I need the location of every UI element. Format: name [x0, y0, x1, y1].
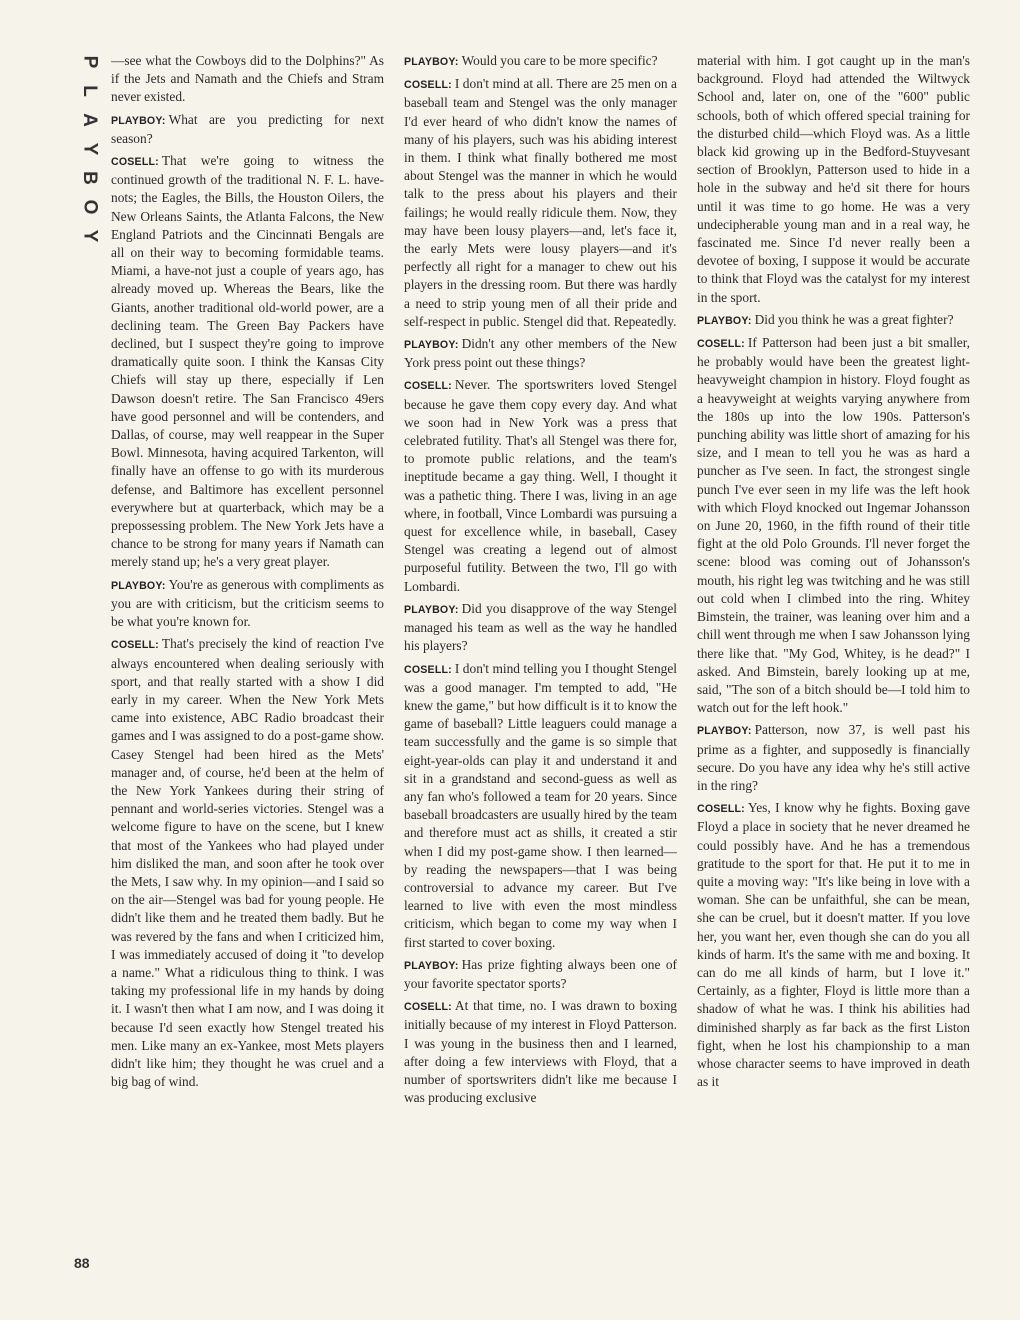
paragraph-text: I don't mind telling you I thought Stengel was a good manager. I'm tempted to add, "He knew the game," but how difficult is it to know the game of baseball? Little leaguers could manage a team successfully and the game is so simple that eight-year-olds can play it and understand it and sit in a grandstand and second-guess as well as any fan who's followed a team for 20 years. Since baseball broadcasters are usually hired by the team and therefore must act as shills, it created a stir when I did my post-game show. I then learned—by reading the newspapers—that I was being controversial to advance my career. But I've learned to live with even the most mindless criticism, which began to come my way when I first started to cover boxing.	[404, 660, 677, 950]
paragraph-text: Did you think he was a great fighter?	[754, 311, 954, 327]
speaker-label: PLAYBOY:	[404, 959, 459, 972]
paragraph-text: I don't mind at all. There are 25 men on a baseball team and Stengel was the only manager I'd ever heard of who didn't know the names of many of his players, such was his abiding interest in them. I think what finally bothered me most about Stengel was the manner in which he would talk to the press about his players and their failings; he would really ridicule them. Now, they may have been lousy players—and, let's face it, the early Mets were lousy players—and it's perfectly all right for a manager to chew out his players in the dressing room. But there was hardly a need to strip young men of all their pride and self-respect in public. Stengel did that. Repeatedly.	[404, 76, 677, 329]
logo-letter: P	[79, 55, 100, 69]
speaker-label: PLAYBOY:	[697, 314, 752, 327]
logo-letter: A	[78, 113, 100, 127]
interview-paragraph	[111, 52, 384, 107]
paragraph-text: —see what the Cowboys did to the Dolphins?" As if the Jets and Namath and the Chiefs and Stram never existed.	[111, 53, 384, 105]
paragraph-text: Did you disapprove of the way Stengel managed his team as well as the way he handled his players?	[404, 600, 677, 654]
interview-paragraph	[697, 334, 970, 717]
interview-paragraph	[697, 311, 970, 330]
interview-paragraph	[404, 600, 677, 656]
speaker-label: COSELL:	[697, 338, 745, 351]
speaker-label: PLAYBOY:	[404, 339, 459, 352]
interview-paragraph	[697, 799, 970, 1091]
logo-letter: Y	[79, 229, 100, 243]
interview-paragraph	[111, 152, 384, 572]
paragraph-text: You're as generous with compliments as you are with criticism, but the criticism seems to be what you're known for.	[111, 576, 384, 630]
page-number: 88	[74, 1255, 90, 1271]
paragraph-text: That's precisely the kind of reaction I've always encountered when dealing seriously with sport, and that really started with a show I did early in my career. When the New York Mets came into existence, ABC Radio broadcast their games and I was assigned to do a post-game show. Casey Stengel had been hired as the Mets' manager and, of course, he'd been at the helm of the New York Yankees during their string of pennant and world-series victories. Stengel was a welcome figure to have on the scene, but I knew that most of the Yankees who had played under him disliked the man, and soon after he took over the Mets, I saw why. In my opinion—and I said so on the air—Stengel was bad for young people. He didn't like them and he treated them badly. But he was revered by the fans and when I criticized him, I was immediately accused of doing it "to develop a name." What a ridiculous thing to think. I was taking my professional life in my hands by doing it. I wasn't then what I am now, and I was doing it because I'd seen exactly how Stengel treated his men. Like many an ex-Yankee, most Mets players didn't like him; they thought he was cruel and a big bag of wind.	[111, 636, 384, 1090]
paragraph-text: What are you predicting for next season?	[111, 111, 384, 146]
interview-paragraph	[404, 75, 677, 331]
speaker-label: PLAYBOY:	[111, 579, 166, 592]
interview-paragraph	[697, 721, 970, 795]
paragraph-text: That we're going to witness the continued growth of the traditional N. F. L. have-nots; the Eagles, the Bills, the Houston Oilers, the New Orleans Saints, the Atlanta Falcons, the New England Patriots and the Cincinnati Bengals are all on their way to becoming formidable teams. Miami, a have-not just a couple of years ago, has already moved up. Whereas the Bears, like the Giants, another traditional old-world power, are a declining team. The Green Bay Packers have declined, but I suspect they're going to improve dramatically quite soon. I think the Kansas City Chiefs will stay up there, especially if Len Dawson doesn't retire. The San Francisco 49ers have good personnel and will be contenders, and Dallas, of course, may well reappear in the Super Bowl. Minnesota, having acquired Tarkenton, will finally have an offense to go with its murderous defense, and Baltimore has excellent personnel everywhere but at quarterback, which may be a prepossessing problem. The New York Jets have a chance to be strong for many years if Namath can merely stand up; he's a very great player.	[111, 153, 384, 570]
speaker-label: PLAYBOY:	[404, 603, 459, 616]
paragraph-text: Has prize fighting always been one of your favorite spectator sports?	[404, 956, 677, 991]
paragraph-text: Never. The sportswriters loved Stengel because he gave them copy every day. And what we soon had in New York was a press that celebrated futility. That's all Stengel was there for, to promote public relations, and the team's ineptitude became a gay thing. Well, I thought it was a pathetic thing. There I was, living in an age where, in football, Vince Lombardi was pursuing a quest for excellence while, in baseball, Casey Stengel was creating a legend out of almost purposeful futility. Between the two, I'll go with Lombardi.	[404, 377, 677, 594]
interview-paragraph	[111, 635, 384, 1091]
speaker-label: PLAYBOY:	[111, 114, 166, 127]
interview-paragraph	[404, 52, 677, 71]
speaker-label: PLAYBOY:	[404, 56, 459, 68]
text-column-3	[697, 52, 970, 1292]
logo-letter: B	[78, 171, 100, 185]
speaker-label: COSELL:	[404, 1001, 452, 1014]
speaker-label: COSELL:	[404, 79, 452, 92]
speaker-label: COSELL:	[111, 639, 159, 652]
text-column-1	[111, 52, 384, 1292]
logo-letter: O	[79, 199, 100, 215]
interview-paragraph	[697, 52, 970, 307]
interview-paragraph	[404, 335, 677, 372]
interview-paragraph	[111, 576, 384, 632]
text-column-2	[404, 52, 677, 1292]
speaker-label: COSELL:	[111, 156, 159, 169]
magazine-side-logo	[74, 52, 104, 246]
interview-paragraph	[111, 111, 384, 148]
paragraph-text: Patterson, now 37, is well past his prime as a fighter, and supposedly is financially secure. Do you have any idea why he's still active in the ring?	[697, 722, 970, 793]
logo-letter: Y	[79, 142, 100, 156]
speaker-label: COSELL:	[404, 663, 452, 676]
paragraph-text: At that time, no. I was drawn to boxing initially because of my interest in Floyd Patterson. I was young in the business then and I learned, after doing a few interviews with Floyd, that a number of sportswriters didn't like me because I was producing exclusive	[404, 998, 677, 1106]
interview-paragraph	[404, 376, 677, 595]
paragraph-text: Would you care to be more specific?	[461, 53, 658, 68]
logo-letter: L	[78, 85, 100, 97]
speaker-label: PLAYBOY:	[697, 725, 752, 738]
speaker-label: COSELL:	[404, 380, 452, 393]
paragraph-text: If Patterson had been just a bit smaller, he probably would have been the greatest light-heavyweight champion in history. Floyd fought as a heavyweight at weights varying anywhere from the 180s up into the low 190s. Patterson's punching ability was little short of amazing for his size, and I mean to tell you he was as hard a puncher as I've seen. In fact, the strongest single punch I've ever seen in my life was the left hook with which Floyd knocked out Ingemar Johansson on June 20, 1960, in the fifth round of their title fight at the old Polo Grounds. I'll never forget the scene: blood was coming out of Johansson's mouth, his right leg was twitching and he was still out cold when I climbed into the ring. Whitey Bimstein, the trainer, was leaning over him and a chill went through me when I saw Johansson lying there like that. "My God, Whitey, is he dead?" I asked. And Bimstein, barely looking up at me, said, "The son of a bitch should be—I told him to watch out for the left hook."	[697, 335, 970, 716]
paragraph-text: Yes, I know why he fights. Boxing gave Floyd a place in society that he never dreamed he could possibly have. And he has a tremendous gratitude to the sport for that. He put it to me in quite a moving way: "It's like being in love with a woman. She can be unfaithful, she can be mean, she can be cruel, but it doesn't matter. If you love her, you want her, even though she can do you all kinds of harm. It's the same with me and boxing. It can do me all kinds of harm, but I love it." Certainly, as a fighter, Floyd is little more than a shadow of what he was. I think his abilities had diminished sharply as far back as the first Liston fight, when he lost his championship to a man whose character seems to have improved in death as it	[697, 800, 970, 1090]
paragraph-text: Didn't any other members of the New York press point out these things?	[404, 336, 677, 371]
interview-paragraph	[404, 660, 677, 952]
speaker-label: COSELL:	[697, 803, 745, 816]
interview-paragraph	[404, 997, 677, 1107]
interview-paragraph	[404, 956, 677, 993]
paragraph-text: material with him. I got caught up in the man's background. Floyd had attended the Wiltwyck School and, later on, one of the "600" public schools, both of which offered special training for the disturbed child—which Floyd was. As a little black kid growing up in the Bedford-Stuyvesant section of Brooklyn, Patterson used to hide in a hole in the subway and he'd sit there for hours until it was time to go home. He was a very undecipherable young man and in a real way, he fascinated me. Since I'd never really been a devotee of boxing, I suppose it would be accurate to think that Floyd was the catalyst for my interest in the sport.	[697, 53, 970, 305]
